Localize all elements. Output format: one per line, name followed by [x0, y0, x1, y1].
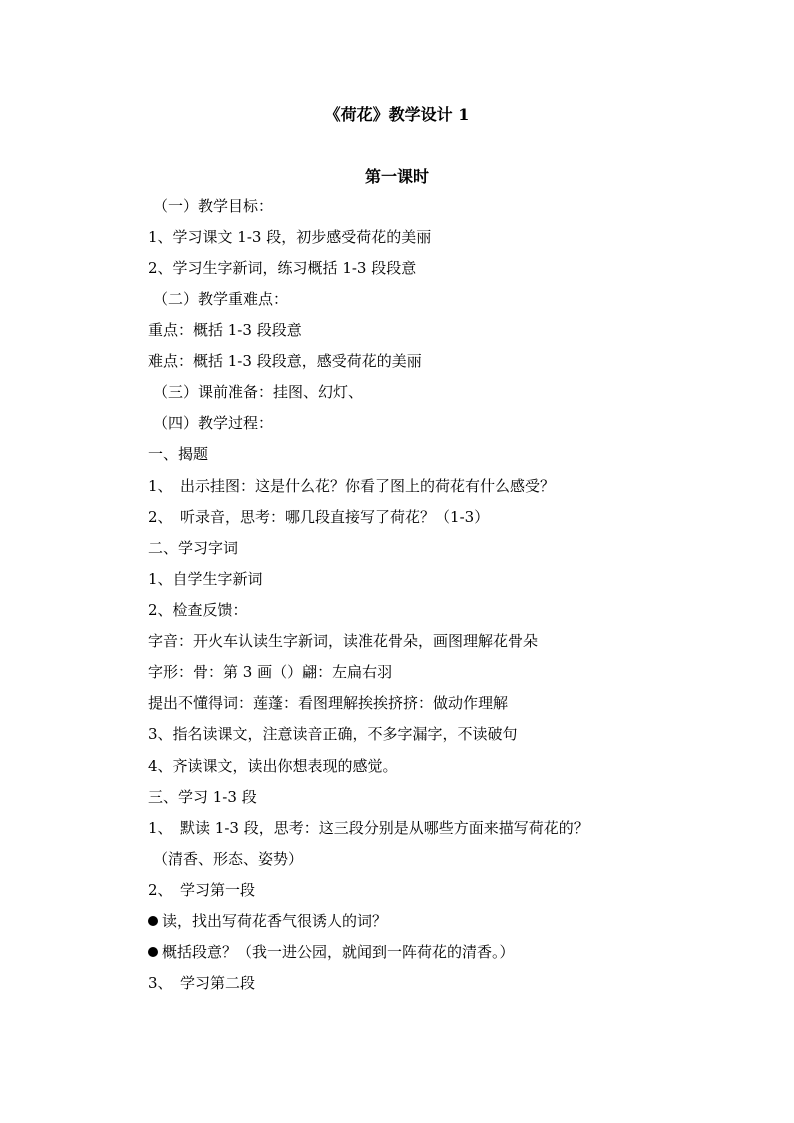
text-line: 字音：开火车认读生字新词，读准花骨朵，画图理解花骨朵 [148, 632, 539, 650]
text-line: 1、 出示挂图：这是什么花？你看了图上的荷花有什么感受？ [148, 477, 556, 495]
section-heading-process: （四）教学过程： [153, 414, 274, 432]
bullet-item [148, 911, 387, 931]
bullet-text: 概括段意？（我一进公园，就闻到一阵荷花的清香。） [162, 943, 515, 961]
text-line: 3、 学习第二段 [148, 974, 256, 992]
text-line: 1、学习课文 1-3 段，初步感受荷花的美丽 [148, 228, 432, 246]
text-line: 字形：骨：第 3 画（）翩：左扁右羽 [148, 663, 393, 681]
text-line: 1、 默读 1-3 段，思考：这三段分别是从哪些方面来描写荷花的？ [148, 819, 589, 837]
text-line: 一、揭题 [148, 445, 209, 463]
text-line: 3、指名读课文，注意读音正确，不多字漏字，不读破句 [148, 725, 518, 743]
text-line: 难点：概括 1-3 段段意，感受荷花的美丽 [148, 352, 422, 370]
text-line: 2、 听录音，思考：哪几段直接写了荷花？（1-3） [148, 508, 490, 526]
bullet-text: 读，找出写荷花香气很诱人的词？ [162, 912, 388, 930]
bullet-item [148, 942, 515, 962]
section-heading-key-points: （二）教学重难点： [153, 290, 289, 308]
bullet-icon [148, 916, 158, 926]
text-line: 二、学习字词 [148, 539, 239, 557]
text-line: 提出不懂得词：莲蓬：看图理解挨挨挤挤：做动作理解 [148, 694, 509, 712]
lesson-subtitle: 第一课时 [364, 167, 429, 186]
text-line: 三、学习 1-3 段 [148, 788, 257, 806]
text-line: 重点：概括 1-3 段段意 [148, 321, 302, 339]
section-heading-objectives: （一）教学目标： [153, 197, 274, 215]
text-line: （清香、形态、姿势） [153, 850, 304, 868]
text-line: 1、自学生字新词 [148, 570, 263, 588]
text-line: 2、检查反馈： [148, 601, 248, 619]
bullet-icon [148, 947, 158, 957]
section-heading-preparation: （三）课前准备：挂图、幻灯、 [153, 383, 364, 401]
text-line: 2、 学习第一段 [148, 881, 256, 899]
text-line: 2、学习生字新词，练习概括 1-3 段段意 [148, 259, 417, 277]
document-title: 《荷花》教学设计 1 [324, 105, 470, 124]
text-line: 4、齐读课文，读出你想表现的感觉。 [148, 757, 398, 775]
